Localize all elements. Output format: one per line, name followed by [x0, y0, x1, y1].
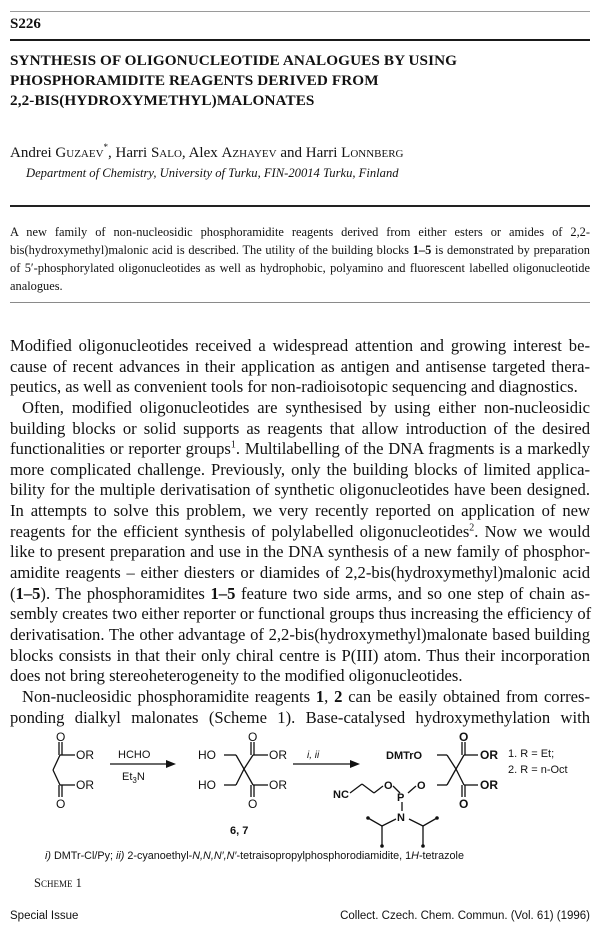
text-line: blocks consists in that their only chiral centre is P(III) atom. Thus their incorporation	[10, 645, 590, 665]
svg-text:OR: OR	[480, 778, 498, 792]
svg-text:DMTrO: DMTrO	[386, 750, 423, 762]
svg-text:OR: OR	[269, 778, 287, 792]
svg-text:OR: OR	[76, 748, 94, 762]
text-line: does not bring stereoheterogeneity to the modified oligonucleotides.	[10, 666, 463, 686]
atom-label: O	[56, 730, 66, 744]
title-line: SYNTHESIS OF OLIGONUCLEOTIDE ANALOGUES BY USING	[10, 52, 458, 69]
text-line: (1–5). The phosphoramidites 1–5 feature two side arms, and so one step of chain as-	[10, 583, 590, 603]
text-line: like to present preparation and use in the DNA synthesis of a new family of phosphor-	[10, 542, 590, 562]
corresponding-author-mark: *	[103, 142, 109, 152]
author: Alex Azhayev and	[188, 145, 306, 161]
svg-text:P: P	[397, 792, 405, 804]
text-line: functionalities or reporter groups$^1$. Multilabelling of the DNA fragments is a markedly	[10, 439, 590, 459]
footer-journal: Collect. Czech. Chem. Commun. (Vol. 61) (1996)	[340, 910, 590, 922]
svg-text:OR: OR	[480, 748, 498, 762]
svg-text:O: O	[248, 730, 258, 744]
text-line: bility for the multiple derivatisation of synthetic oligonucleotides have been designed.	[10, 480, 590, 500]
reference-mark: 1	[230, 439, 236, 451]
page-number: S226	[10, 16, 41, 32]
text-line: Often, modified oligonucleotides are synthesised by using either non-nucleosidic	[22, 397, 590, 417]
svg-text:OR: OR	[76, 778, 94, 792]
reagent-label: HCHO	[118, 749, 151, 761]
author: Andrei Guzaev*,	[10, 142, 116, 161]
author: Harri Salo,	[115, 145, 189, 161]
compound-label: 6, 7	[230, 825, 249, 837]
text-line: reagents for the efficient synthesis of polylabelled oligonucleotides$^2$. Now we would	[10, 521, 590, 541]
text-line: In attempts to solve this problem, we very recently reported on application of new	[10, 501, 590, 521]
svg-text:O: O	[384, 780, 393, 792]
svg-text:O: O	[417, 780, 426, 792]
svg-text:OR: OR	[269, 748, 287, 762]
title-line: 2,2-BIS(HYDROXYMETHYL)MALONATES	[10, 92, 315, 109]
scheme-caption: Scheme 1	[34, 876, 82, 890]
svg-text:N: N	[397, 812, 405, 824]
top-rule	[10, 11, 590, 12]
body-text	[10, 336, 590, 728]
reference-mark: 2	[469, 522, 475, 534]
text-line: derivatisation. The other advantage of 2,2-bis(hydroxymethyl)malonate based building	[10, 624, 590, 644]
abstract-bottom-rule	[10, 302, 590, 303]
svg-text:HO: HO	[198, 748, 216, 762]
text-line: Modified oligonucleotides received a widespread attention and growing interest be-	[10, 336, 590, 355]
text-line: sembly creates two either reporter or functional groups thus increasing the efficiency of	[10, 604, 592, 624]
text-line: ponding dialkyl malonates (Scheme 1). Base-catalysed hydroxymethylation with	[10, 707, 590, 727]
affiliation: Department of Chemistry, University of Turku, FIN-20014 Turku, Finland	[26, 166, 399, 180]
text-line: more complicated challenge. Previously, only the building blocks of limited applica-	[10, 459, 590, 479]
reagent-label: i, ii	[307, 750, 320, 761]
abstract-top-rule	[10, 205, 590, 207]
svg-text:O: O	[459, 797, 469, 811]
reagent-label: $Et_3N$	[122, 771, 145, 785]
legend-entry: 2. R = n-Oct	[508, 764, 568, 776]
abstract: A new family of non-nucleosidic phosphoramidite reagents derived from either esters or amides of 2,2-bis(hydroxymethyl)malonic acid is described. The utility of the building blocks 1–5 is demonstrated by preparation of 5′-phosphorylated oligonucleotides as well as hydrophobic, polyamino and fluorescent labelled oligonucleotide analogues.	[10, 225, 590, 293]
legend-entry: 1. R = Et;	[508, 748, 555, 760]
text-line: amidite reagents – either diesters or diamides of 2,2-bis(hydroxymethyl)malonic acid	[10, 563, 590, 583]
text-line: cause of recent advances in their application as antigen and antisense targeted thera-	[10, 356, 590, 376]
svg-text:O: O	[56, 797, 66, 811]
text-line: building blocks or solid supports as reagents that allow introduction of the desired	[10, 418, 590, 438]
footer-issue: Special Issue	[10, 910, 79, 922]
header-rule	[10, 39, 590, 41]
article-title	[10, 51, 457, 111]
svg-text:O: O	[248, 797, 258, 811]
author-list	[10, 143, 403, 162]
text-line: peutics, as well as convenient tools for non-radioisotopic sequencing and diagnostics.	[10, 377, 578, 397]
title-line: PHOSPHORAMIDITE REAGENTS DERIVED FROM	[10, 72, 379, 89]
scheme-conditions: i) DMTr-Cl/Py; ii) 2-cyanoethyl-N,N,N′,N′-tetraisopropylphosphorodiamidite, 1H-tetrazole	[45, 850, 464, 862]
svg-text:HO: HO	[198, 778, 216, 792]
svg-text:NC: NC	[333, 789, 349, 801]
scheme-drawing	[0, 722, 600, 852]
text-line: Non-nucleosidic phosphoramidite reagents 1, 2 can be easily obtained from corres-	[22, 686, 591, 706]
svg-text:O: O	[459, 730, 469, 744]
reaction-scheme	[0, 722, 600, 852]
author: Harri Lonnberg	[305, 145, 404, 161]
